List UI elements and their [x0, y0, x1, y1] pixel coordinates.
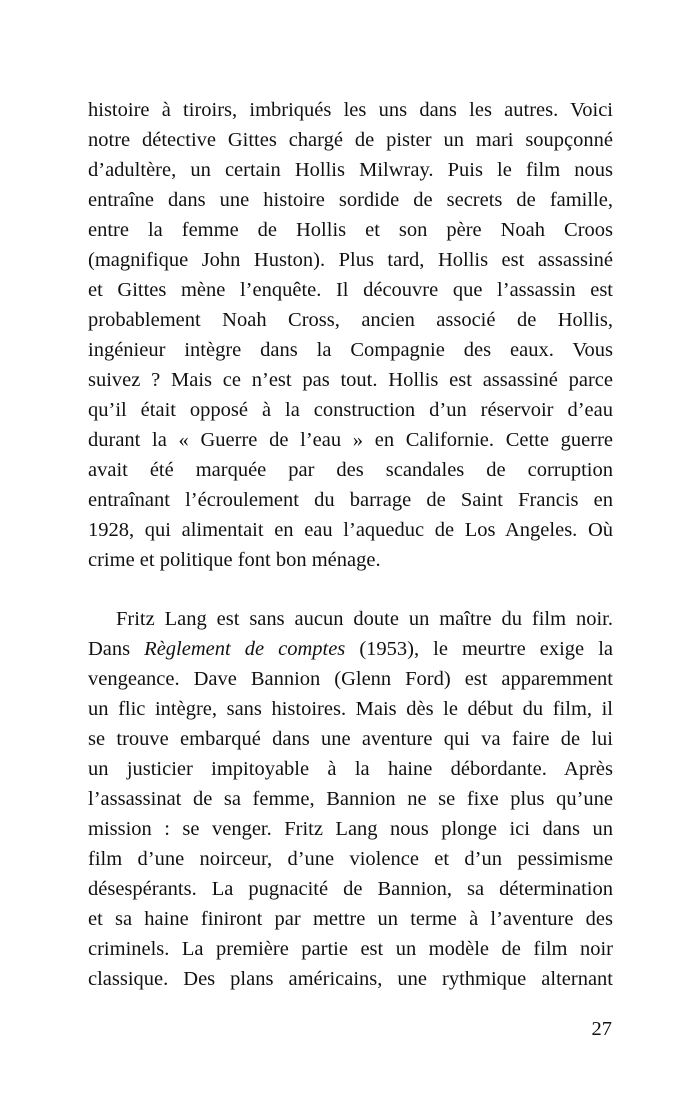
paragraph-line: un justicier impitoyable à la haine débordante. Après: [88, 758, 613, 780]
paragraph-line: suivez ? Mais ce n’est pas tout. Hollis est assassiné parce: [88, 369, 613, 391]
paragraph-line: (magnifique John Huston). Plus tard, Hollis est assassiné: [88, 249, 613, 271]
paragraph-line: entraînant l’écroulement du barrage de Saint Francis en: [88, 489, 613, 511]
paragraph-line: histoire à tiroirs, imbriqués les uns dans les autres. Voici: [88, 99, 613, 121]
paragraph-line: et sa haine finiront par mettre un terme à l’aventure des: [88, 908, 613, 930]
paragraph-line: et Gittes mène l’enquête. Il découvre que l’assassin est: [88, 279, 613, 301]
paragraph-line: l’assassinat de sa femme, Bannion ne se fixe plus qu’une: [88, 788, 613, 810]
line-text: Dans: [88, 638, 145, 660]
paragraph-line: criminels. La première partie est un modèle de film noir: [88, 938, 613, 960]
page-number: 27: [591, 1018, 612, 1040]
paragraph-line: ingénieur intègre dans la Compagnie des eaux. Vous: [88, 339, 613, 361]
paragraph-line: mission : se venger. Fritz Lang nous plonge ici dans un: [88, 818, 613, 840]
paragraph-line: avait été marquée par des scandales de corruption: [88, 459, 613, 481]
paragraph-line: d’adultère, un certain Hollis Milwray. Puis le film nous: [88, 159, 613, 181]
paragraph-line: un flic intègre, sans histoires. Mais dès le début du film, il: [88, 698, 613, 720]
paragraph-line: qu’il était opposé à la construction d’un réservoir d’eau: [88, 399, 613, 421]
film-title: Règlement de comptes: [144, 638, 346, 660]
paragraph-line: notre détective Gittes chargé de pister un mari soupçonné: [88, 129, 613, 151]
paragraph-line: crime et politique font bon ménage.: [88, 549, 381, 571]
paragraph-line: entre la femme de Hollis et son père Noah Croos: [88, 219, 613, 241]
paragraph-line: entraîne dans une histoire sordide de secrets de famille,: [88, 189, 613, 211]
line-text: (1953), le meurtre exige la: [345, 638, 613, 660]
paragraph-line: 1928, qui alimentait en eau l’aqueduc de Los Angeles. Où: [88, 519, 613, 541]
paragraph-line: se trouve embarqué dans une aventure qui va faire de lui: [88, 728, 613, 750]
paragraph-line: film d’une noirceur, d’une violence et d’un pessimisme: [88, 848, 613, 870]
paragraph-1: [88, 95, 613, 575]
paragraph-line: vengeance. Dave Bannion (Glenn Ford) est apparemment: [88, 668, 613, 690]
paragraph-line: classique. Des plans américains, une rythmique alternant: [88, 968, 613, 990]
paragraph-line-with-title: [88, 634, 613, 664]
paragraph-2: [88, 604, 613, 994]
paragraph-line: probablement Noah Cross, ancien associé de Hollis,: [88, 309, 613, 331]
paragraph-line: désespérants. La pugnacité de Bannion, sa détermination: [88, 878, 613, 900]
paragraph-line: durant la « Guerre de l’eau » en Californie. Cette guerre: [88, 429, 613, 451]
paragraph-line: Fritz Lang est sans aucun doute un maître du film noir.: [116, 608, 613, 630]
